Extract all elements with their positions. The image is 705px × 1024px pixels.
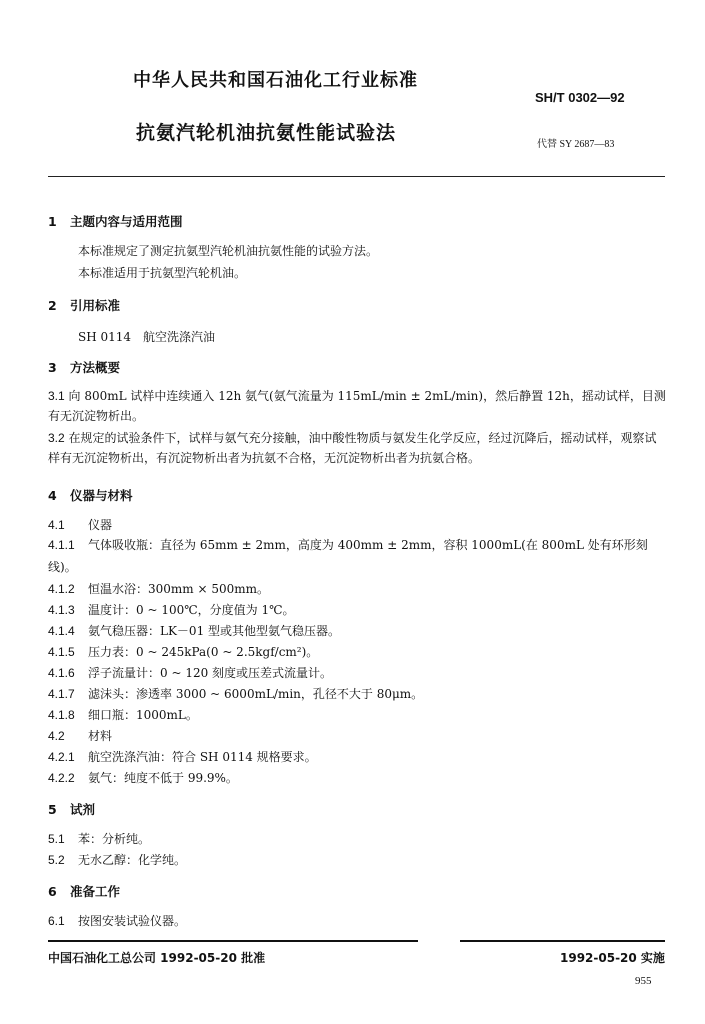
- clause-4-1: [48, 516, 112, 533]
- reference-item: SH 0114 航空洗涤汽油: [78, 330, 216, 344]
- page-number: 955: [635, 975, 652, 987]
- section-6-heading: [48, 882, 120, 900]
- clause-4-1-8: [48, 706, 198, 723]
- clause-text: 氨气稳压器：LK－01 型或其他型氨气稳压器。: [88, 624, 341, 638]
- header-divider: [48, 176, 665, 177]
- clause-text: 压力表：0 ~ 245kPa(0 ~ 2.5kgf/cm²)。: [88, 645, 319, 659]
- section-5-heading: [48, 800, 95, 818]
- clause-number: 4.1.2: [48, 582, 75, 596]
- clause-text: 按图安装试验仪器。: [78, 914, 187, 928]
- clause-number: 3.1: [48, 389, 65, 403]
- clause-text: 气体吸收瓶：直径为 65mm ± 2mm，高度为 400mm ± 2mm，容积 1000mL(在 800mL 处有环形刻线)。: [48, 538, 648, 574]
- clause-text: 氨气：纯度不低于 99.9%。: [88, 771, 238, 785]
- clause-4-2: [48, 727, 112, 744]
- section-3-heading: [48, 358, 120, 376]
- clause-4-1-4: [48, 622, 340, 639]
- standard-code: SH/T 0302—92: [535, 90, 625, 105]
- clause-number: 5.2: [48, 853, 65, 867]
- section-title: 准备工作: [70, 884, 121, 899]
- clause-number: 4.1.3: [48, 603, 75, 617]
- footer-divider: [48, 940, 418, 942]
- clause-number: 4.1.4: [48, 624, 75, 638]
- section-4-heading: [48, 486, 133, 504]
- clause-4-2-1: [48, 748, 317, 765]
- clause-text: 航空洗涤汽油：符合 SH 0114 规格要求。: [88, 750, 317, 764]
- clause-4-1-3: [48, 601, 295, 618]
- clause-4-1-2: [48, 580, 269, 597]
- clause-5-2: [48, 851, 186, 868]
- clause-number: 3.2: [48, 431, 65, 445]
- clause-6-1: [48, 912, 186, 929]
- clause-number: 4.1.6: [48, 666, 75, 680]
- section-title: 主题内容与适用范围: [70, 214, 183, 229]
- clause-4-1-6: [48, 664, 332, 681]
- clause-text: 无水乙醇：化学纯。: [78, 853, 187, 867]
- section-1-heading: [48, 212, 183, 230]
- clause-number: 4.1.1: [48, 538, 75, 552]
- section-title: 引用标准: [70, 298, 121, 313]
- clause-5-1: [48, 830, 150, 847]
- clause-3-1: [48, 386, 666, 426]
- clause-number: 4.2.2: [48, 771, 75, 785]
- section-number: 5: [48, 802, 57, 817]
- clause-4-1-1: [48, 534, 666, 578]
- section-number: 6: [48, 884, 57, 899]
- clause-text: 滤沫头：渗透率 3000 ~ 6000mL/min，孔径不大于 80μm。: [88, 687, 424, 701]
- clause-text: 材料: [88, 729, 113, 743]
- clause-text: 温度计：0 ~ 100℃，分度值为 1℃。: [88, 603, 295, 617]
- clause-text: 苯：分析纯。: [78, 832, 151, 846]
- paragraph: 本标准规定了测定抗氨型汽轮机油抗氨性能的试验方法。: [78, 244, 379, 258]
- clause-number: 4.1: [48, 518, 65, 532]
- replaces-note: 代替 SY 2687—83: [537, 139, 615, 150]
- section-number: 3: [48, 360, 57, 375]
- clause-text: 细口瓶：1000mL。: [88, 708, 198, 722]
- clause-4-1-7: [48, 685, 423, 702]
- clause-number: 4.1.5: [48, 645, 75, 659]
- clause-text: 浮子流量计：0 ~ 120 刻度或压差式流量计。: [88, 666, 333, 680]
- clause-4-1-5: [48, 643, 318, 660]
- footer-divider: [460, 940, 665, 942]
- clause-3-2: [48, 428, 666, 468]
- clause-text: 恒温水浴：300mm × 500mm。: [88, 582, 270, 596]
- clause-number: 6.1: [48, 914, 65, 928]
- section-title: 仪器与材料: [70, 488, 133, 503]
- clause-number: 4.2.1: [48, 750, 75, 764]
- clause-text: 在规定的试验条件下，试样与氨气充分接触，油中酸性物质与氨发生化学反应，经过沉降后，摇动试样，观察试样有无沉淀物析出，有沉淀物析出者为抗氨不合格，无沉淀物析出者为抗氨合格。: [48, 431, 657, 465]
- section-title: 试剂: [70, 802, 96, 817]
- clause-4-2-2: [48, 769, 238, 786]
- clause-number: 5.1: [48, 832, 65, 846]
- clause-text: 向 800mL 试样中连续通入 12h 氨气(氨气流量为 115mL/min ± 2mL/min)，然后静置 12h，摇动试样，目测有无沉淀物析出。: [48, 389, 666, 423]
- clause-number: 4.1.8: [48, 708, 75, 722]
- paragraph: 本标准适用于抗氨型汽轮机油。: [78, 266, 247, 280]
- clause-number: 4.2: [48, 729, 65, 743]
- section-number: 4: [48, 488, 57, 503]
- section-title: 方法概要: [70, 360, 121, 375]
- section-number: 2: [48, 298, 57, 313]
- section-number: 1: [48, 214, 57, 229]
- effective-date: 1992-05-20 实施: [560, 951, 665, 965]
- section-2-heading: [48, 296, 120, 314]
- document-title: 抗氨汽轮机油抗氨性能试验法: [136, 122, 397, 144]
- clause-number: 4.1.7: [48, 687, 75, 701]
- approval-info: 中国石油化工总公司 1992-05-20 批准: [48, 951, 266, 965]
- standard-category-heading: 中华人民共和国石油化工行业标准: [133, 70, 418, 91]
- clause-text: 仪器: [88, 518, 113, 532]
